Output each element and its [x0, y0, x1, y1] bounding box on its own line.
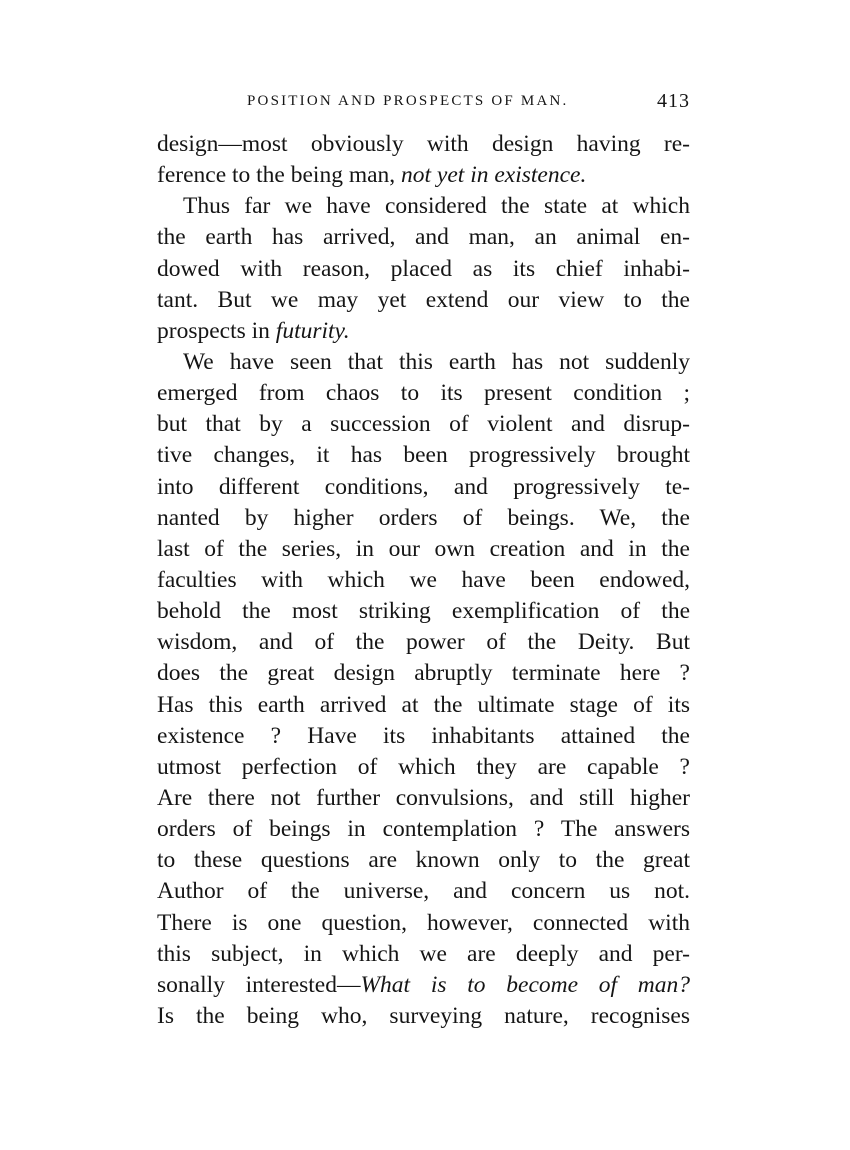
text-line: emerged from chaos to its present condition ;	[157, 380, 690, 407]
text-line	[157, 316, 690, 347]
text-line: nanted by higher orders of beings. We, the	[157, 504, 690, 531]
text-line: but that by a succession of violent and disrup-	[157, 411, 690, 438]
text-line: this subject, in which we are deeply and per-	[157, 940, 690, 967]
text-line: Is the being who, surveying nature, recognises	[157, 1002, 690, 1029]
running-title: POSITION AND PROSPECTS OF MAN.	[247, 93, 569, 109]
text-run: sonally interested—	[157, 971, 361, 998]
text-line: utmost perfection of which they are capable ?	[157, 753, 690, 780]
text-line: to these questions are known only to the great	[157, 847, 690, 874]
text-line	[157, 160, 690, 191]
running-head	[157, 90, 690, 116]
text-line: Are there not further convulsions, and still higher	[157, 784, 690, 811]
text-line	[157, 970, 690, 1001]
italic-phrase: What is to become of man?	[360, 971, 691, 998]
paragraph-first-line: Thus far we have considered the state at which	[183, 193, 690, 220]
italic-phrase: futurity.	[275, 317, 350, 344]
text-line: design—most obviously with design having re-	[157, 131, 690, 157]
text-run: ference to the being man,	[157, 162, 402, 189]
text-line: does the great design abruptly terminate here ?	[157, 660, 690, 687]
paragraph-first-line: We have seen that this earth has not suddenly	[183, 348, 690, 375]
text-line: last of the series, in our own creation and in the	[157, 535, 690, 562]
text-line: into different conditions, and progressively te-	[157, 473, 690, 500]
text-line: existence ? Have its inhabitants attained the	[157, 722, 690, 749]
text-line: tant. But we may yet extend our view to the	[157, 286, 690, 313]
text-line: orders of beings in contemplation ? The answers	[157, 816, 690, 843]
text-line: Has this earth arrived at the ultimate stage of its	[157, 691, 690, 718]
body-text	[157, 129, 690, 1032]
italic-phrase: not yet in existence.	[401, 162, 587, 189]
text-line: faculties with which we have been endowed,	[157, 566, 690, 593]
text-line: dowed with reason, placed as its chief inhabi-	[157, 255, 690, 282]
page-number: 413	[657, 90, 690, 112]
text-line: behold the most striking exemplification of the	[157, 598, 690, 625]
text-line: the earth has arrived, and man, an animal en-	[157, 224, 690, 251]
text-line: There is one question, however, connected with	[157, 909, 690, 936]
text-line: Author of the universe, and concern us not.	[157, 878, 690, 905]
text-line: wisdom, and of the power of the Deity. But	[157, 629, 690, 656]
text-run: prospects in	[157, 317, 276, 344]
text-line: tive changes, it has been progressively brought	[157, 442, 690, 469]
